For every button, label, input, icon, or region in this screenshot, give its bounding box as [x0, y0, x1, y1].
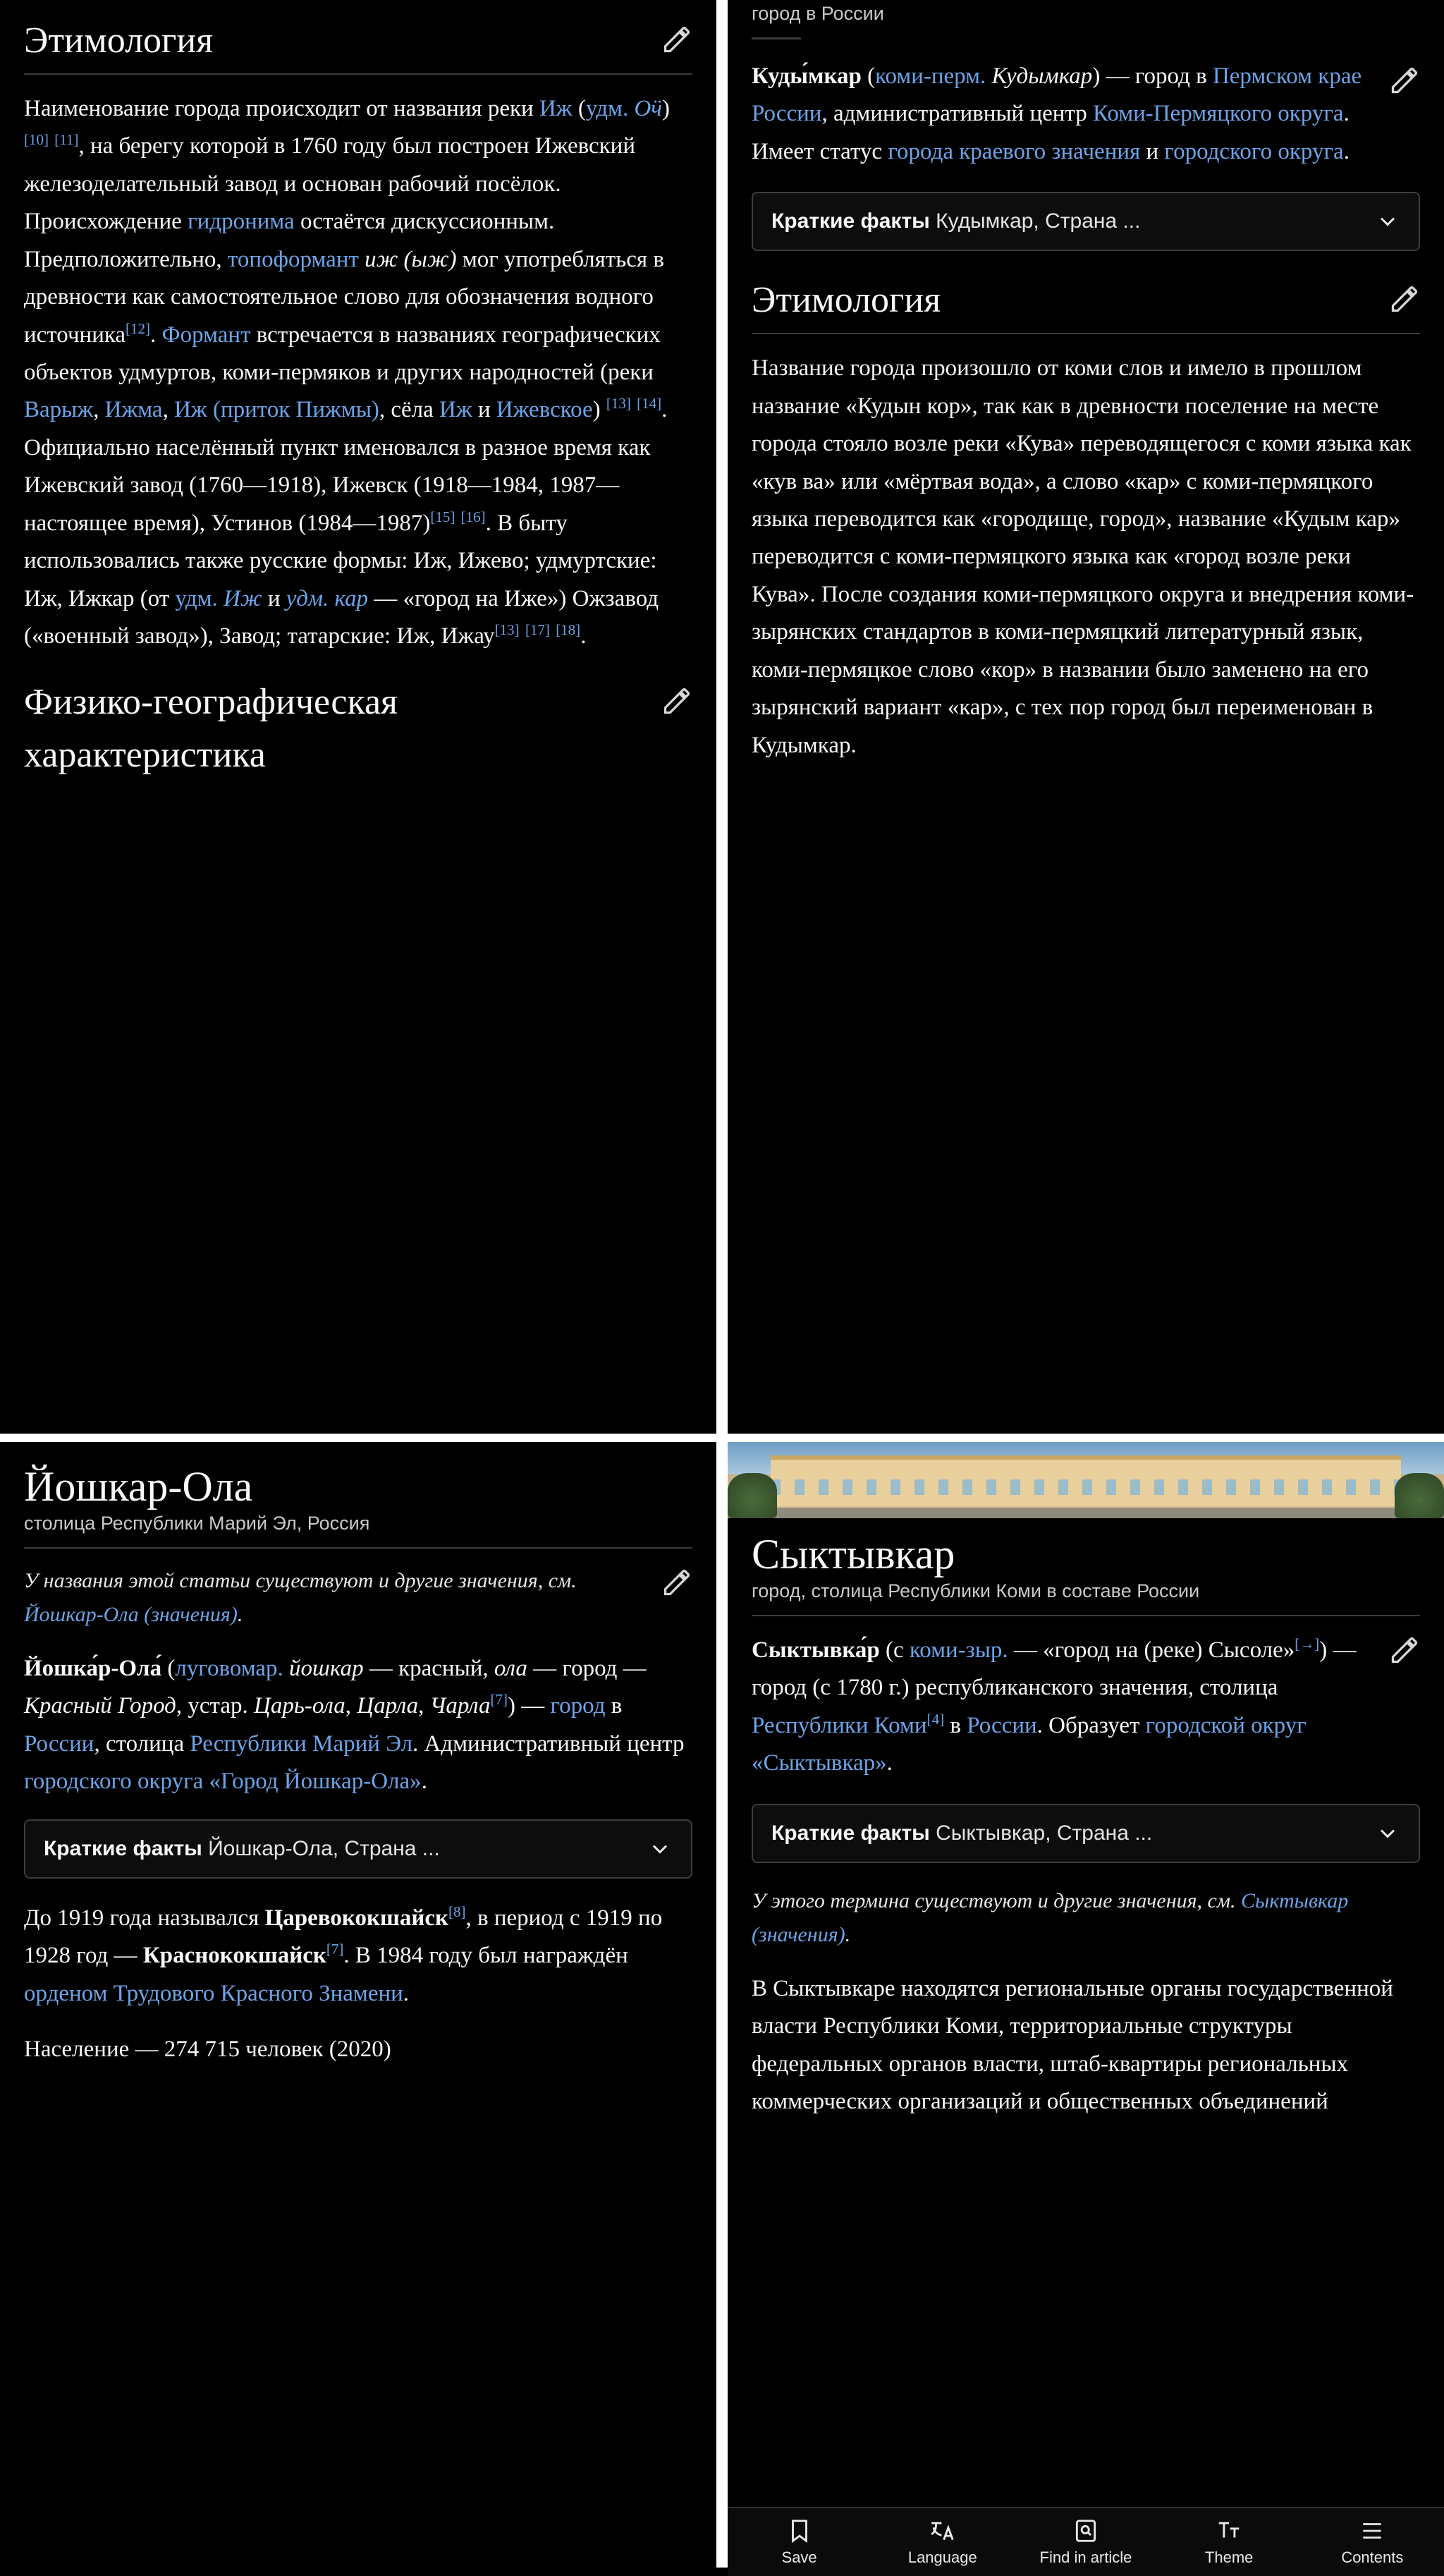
reference-marker[interactable]: [7] — [326, 1941, 344, 1958]
text-run: Сыктывка́р — [752, 1637, 880, 1663]
body-paragraph-clipped: Население — 274 715 человек (2020) — [24, 2037, 391, 2063]
text-run: ) — город (с 1780 г.) республиканского значения, столица — [752, 1637, 1357, 1701]
quick-facts-label: Краткие факты — [44, 1836, 202, 1860]
pane-syktyvkar-article — [728, 1442, 1444, 2576]
text-run: и — [262, 585, 286, 611]
text-run: У названия этой статьи существуют и другие значения, см. — [24, 1569, 577, 1592]
lead-paragraph — [24, 1650, 692, 1801]
edit-pencil-icon[interactable] — [661, 685, 692, 716]
article-link[interactable]: город — [550, 1693, 606, 1719]
toolbar-item-save[interactable] — [735, 2517, 864, 2567]
reference-marker[interactable]: [→] — [1295, 1635, 1320, 1652]
title-divider — [752, 1615, 1420, 1616]
edit-pencil-icon[interactable] — [1389, 65, 1420, 96]
text-run: ) — город в — [1092, 63, 1213, 89]
chevron-down-icon[interactable] — [1375, 1821, 1400, 1846]
reference-marker[interactable]: [8] — [448, 1903, 466, 1920]
reference-marker[interactable]: [17] — [525, 621, 550, 639]
text-run: В Сыктывкаре находятся региональные органы государственной власти Республики Коми, территориальные структуры федеральных органов власти, штаб-квартиры региональных коммерческих организаций и общественных объединений — [752, 1975, 1393, 2115]
body-paragraph — [752, 1970, 1420, 2121]
chevron-down-icon[interactable] — [1375, 209, 1400, 234]
reference-marker[interactable]: [13] — [494, 621, 520, 639]
text-run: . Официально населённый пункт именовался в разное время как Ижевский завод (1760—1918), Ижевск (1918—1984, 1987—настоящее время), Устинов (1984—1987) — [24, 397, 668, 536]
text-run: мог употребляться в древности как самостоятельное слово для обозначения водного источника — [24, 246, 664, 348]
pane-kudymkar-article — [728, 0, 1444, 1434]
text-run: остаётся дискуссионным. Предположительно, — [24, 209, 555, 272]
text-run: Наименование города происходит от названия реки — [24, 95, 539, 121]
quick-facts-collapsed-bar[interactable] — [752, 192, 1420, 251]
article-link[interactable]: России — [752, 101, 822, 127]
find-in-article-icon — [1072, 2517, 1099, 2544]
text-run: в — [944, 1712, 967, 1738]
article-link[interactable]: Коми-Пермяцкого округа — [1092, 101, 1344, 127]
text-run: До 1919 года назывался — [24, 1905, 265, 1931]
text-run — [359, 247, 365, 272]
edit-pencil-icon[interactable] — [661, 24, 692, 55]
reference-marker[interactable]: [16] — [460, 508, 486, 525]
text-run: , столица — [94, 1730, 190, 1757]
text-run: . — [886, 1750, 893, 1776]
text-run: — город — — [527, 1656, 647, 1681]
quick-facts-summary: Йошкар-Ола, Страна ... — [208, 1836, 440, 1860]
text-run: встречается в названиях географических объектов удмуртов, коми-пермяков и других народностей (реки — [24, 322, 661, 385]
text-run: и — [1140, 138, 1165, 164]
article-link[interactable]: городского округа — [1164, 138, 1344, 164]
text-run: ола — [494, 1656, 527, 1681]
text-run: — «город на Иже») Ожзавод («военный завод»), Завод; татарские: Иж, Ижау — [24, 585, 659, 649]
text-run: , в период с 1919 по 1928 год — — [24, 1905, 663, 1969]
text-run: в — [605, 1693, 623, 1719]
section-header-etymology — [752, 272, 1420, 326]
text-run: . — [1343, 138, 1350, 164]
quick-facts-label: Краткие факты — [771, 209, 930, 233]
article-link[interactable]: топоформант — [227, 246, 359, 272]
text-run: . — [403, 1980, 410, 2006]
text-run — [550, 623, 556, 649]
hatnote — [24, 1564, 651, 1632]
article-link[interactable]: города краевого значения — [888, 138, 1141, 164]
text-run: . В быту использовались также русские формы: Иж, Ижево; удмуртские: Иж, Ижкар (от — [24, 510, 657, 611]
bottom-toolbar — [728, 2507, 1444, 2576]
section-header-physico-geographic — [24, 674, 692, 728]
text-run: , устар. — [176, 1693, 254, 1719]
reference-marker[interactable]: [15] — [430, 508, 455, 525]
text-run: — красный, — [363, 1656, 494, 1681]
text-run: Чарла — [429, 1693, 491, 1719]
text-run: ( — [572, 95, 586, 121]
text-run: йошкар — [289, 1656, 364, 1681]
section-divider — [24, 73, 692, 75]
article-link[interactable]: удм. — [286, 585, 329, 611]
article-link[interactable]: Пермском крае — [1212, 63, 1362, 89]
article-link[interactable]: Ижма — [104, 397, 163, 423]
section-title: Этимология — [752, 280, 941, 321]
language-icon — [929, 2517, 956, 2544]
toolbar-label: Language — [907, 2548, 977, 2566]
reference-marker[interactable]: [12] — [126, 319, 151, 337]
article-link[interactable]: кар — [334, 585, 369, 611]
reference-marker[interactable]: [18] — [556, 621, 581, 639]
etymology-paragraph: Название города произошло от коми слов и имело в прошлом название «Кудын кор», так как в древности поселение на месте города стояло возле реки «Кува» переводящегося с коми языка как «кув ва» или «мёртвая вода», а слово «кар» с коми-пермяцкого языка переводится как «городище, город», название «Кудым кар» переводится с коми-пермяцкого языка как «город возле реки Кува». После создания коми-пермяцкого округа и внедрения коми-зырянских стандартов в коми-пермяцкий литературный язык, коми-пермяцкое слово «кор» в названии было заменено на его зырянский вариант «кар», с тех пор город был переименован в Кудымкар. — [752, 355, 1414, 758]
pane-yoshkar-ola-article — [0, 1442, 716, 2576]
toolbar-item-language[interactable] — [878, 2517, 1007, 2567]
article-link[interactable]: Ижевское — [496, 397, 593, 423]
article-link[interactable]: коми-зыр. — [909, 1637, 1008, 1663]
article-link[interactable]: Формант — [161, 322, 251, 348]
text-run: , сёла — [379, 397, 440, 423]
edit-pencil-icon[interactable] — [1389, 283, 1420, 315]
text-run: Кудымкар — [991, 63, 1093, 89]
article-link[interactable]: луговомар. — [175, 1656, 283, 1681]
text-run: иж (ыж) — [365, 246, 457, 272]
text-run — [455, 511, 460, 536]
lead-paragraph — [752, 1632, 1379, 1783]
quick-facts-collapsed-bar[interactable] — [752, 1804, 1420, 1863]
chevron-down-icon[interactable] — [647, 1836, 673, 1862]
article-link[interactable]: Иж — [539, 95, 573, 121]
toolbar-label: Theme — [1204, 2548, 1254, 2566]
article-link[interactable]: России — [24, 1730, 94, 1757]
quick-facts-label: Краткие факты — [771, 1821, 930, 1845]
text-run — [631, 397, 637, 422]
text-run: . — [421, 1769, 427, 1795]
reference-marker[interactable]: [4] — [926, 1710, 945, 1728]
article-link[interactable]: Сыктывкар (значения) — [752, 1888, 1349, 1946]
reference-marker[interactable]: [7] — [490, 1691, 508, 1709]
text-run: и — [472, 397, 496, 423]
section-title: Этимология — [24, 20, 214, 61]
article-subtitle: столица Республики Марий Эл, Россия — [24, 1513, 370, 1534]
next-section-title: Физико-географическая — [24, 681, 398, 722]
quick-facts-collapsed-bar[interactable] — [24, 1819, 692, 1879]
lead-paragraph — [752, 58, 1379, 171]
article-link[interactable]: Республики Коми — [752, 1712, 927, 1738]
text-run — [283, 1656, 289, 1681]
text-run: ( — [861, 63, 876, 89]
article-lead-image — [728, 1442, 1444, 1518]
text-run: , административный центр — [821, 101, 1093, 127]
text-run: , — [162, 397, 175, 423]
text-run: Йошка́р-Ола́ — [24, 1656, 162, 1681]
section-divider — [752, 333, 1420, 334]
toolbar-label: Save — [781, 2548, 817, 2566]
text-run: . — [150, 322, 162, 348]
text-run: Царла — [357, 1693, 419, 1719]
hatnote — [752, 1884, 1420, 1952]
text-run: . Образует — [1036, 1712, 1146, 1738]
text-run — [520, 623, 525, 649]
article-link[interactable]: Иж (приток Пижмы) — [174, 397, 379, 423]
article-link[interactable]: удм. — [585, 95, 629, 121]
text-run: . Имеет статус — [752, 101, 1350, 164]
article-link[interactable]: Республики Марий Эл — [190, 1730, 413, 1757]
article-link[interactable]: Йошкар-Ола (значения) — [24, 1603, 238, 1626]
article-link[interactable]: гидронима — [188, 209, 295, 235]
text-run: (с — [879, 1637, 910, 1663]
text-run: ) — — [507, 1693, 551, 1719]
page-title: Сыктывкар — [752, 1531, 955, 1577]
article-link[interactable]: коми-перм. — [875, 63, 986, 89]
text-run: Красный Город — [24, 1693, 176, 1719]
subtitle-divider — [752, 37, 801, 39]
article-link[interactable]: удм. — [175, 585, 218, 611]
page-title: Йошкар-Ола — [24, 1463, 253, 1510]
text-run: ( — [161, 1656, 176, 1681]
section-header-etymology — [24, 13, 692, 66]
bookmark-icon — [786, 2517, 813, 2544]
text-run: . В 1984 году был награждён — [343, 1943, 628, 1969]
reference-marker[interactable]: [11] — [54, 131, 79, 149]
next-section-title-second-line: характеристика — [24, 735, 266, 776]
quick-facts-summary: Кудымкар, Страна ... — [936, 209, 1141, 233]
text-run: У этого термина существуют и другие значения, см. — [752, 1888, 1241, 1912]
text-run: ) — [662, 95, 671, 121]
article-link[interactable]: городского округа «Город Йошкар-Ола» — [24, 1769, 422, 1795]
article-link[interactable]: Иж — [439, 397, 472, 423]
article-link[interactable]: Иж — [224, 585, 262, 611]
edit-pencil-icon[interactable] — [661, 1567, 692, 1598]
text-run: . — [845, 1922, 851, 1946]
text-run: . — [580, 623, 587, 649]
article-link[interactable]: Оӵ — [634, 95, 663, 121]
contents-icon — [1359, 2517, 1385, 2544]
text-run: Куды́мкар — [752, 63, 862, 89]
reference-marker[interactable]: [13] — [606, 395, 631, 413]
toolbar-label: Contents — [1341, 2548, 1404, 2566]
text-run — [986, 63, 991, 89]
etymology-paragraph — [24, 90, 692, 656]
toolbar-item-contents[interactable] — [1308, 2517, 1437, 2567]
text-run: , — [93, 397, 105, 423]
text-run — [49, 133, 54, 159]
text-run: , на берегу которой в 1760 году был построен Ижевский железоделательный завод и основан рабочий посёлок. Происхождение — [24, 133, 635, 235]
text-run: Краснококшайск — [142, 1943, 326, 1969]
text-run: ) — [592, 397, 606, 423]
toolbar-label: Find in article — [1039, 2548, 1132, 2566]
text-run: — «город на (реке) Сысоле» — [1008, 1637, 1295, 1663]
text-run: , — [345, 1693, 357, 1719]
reference-marker[interactable]: [14] — [637, 395, 662, 413]
article-link[interactable]: России — [967, 1712, 1037, 1738]
reference-marker[interactable]: [10] — [24, 131, 49, 149]
text-run: Царь-ола — [253, 1693, 345, 1719]
theme-icon — [1216, 2517, 1242, 2544]
article-link[interactable]: Варыж — [24, 397, 94, 423]
article-link[interactable]: орденом Трудового Красного Знамени — [24, 1980, 403, 2006]
article-subtitle: город в России — [752, 3, 884, 24]
article-link[interactable]: городской округ «Сыктывкар» — [752, 1712, 1307, 1776]
body-paragraph — [24, 1900, 692, 2013]
text-run — [329, 586, 334, 611]
text-run: Царевококшайск — [264, 1905, 448, 1931]
toolbar-item-theme[interactable] — [1165, 2517, 1294, 2567]
text-run: . Административный центр — [412, 1730, 685, 1757]
article-subtitle: город, столица Республики Коми в составе России — [752, 1580, 1200, 1601]
text-run: , — [418, 1693, 430, 1719]
content-fade — [728, 2472, 1444, 2508]
pane-izhevsk-article — [0, 0, 716, 1434]
text-run — [218, 586, 224, 611]
edit-pencil-icon[interactable] — [1389, 1635, 1420, 1666]
text-run: . — [237, 1603, 243, 1626]
toolbar-item-find-in-article[interactable] — [1022, 2517, 1151, 2567]
quick-facts-summary: Сыктывкар, Страна ... — [936, 1821, 1153, 1845]
title-divider — [24, 1547, 692, 1549]
